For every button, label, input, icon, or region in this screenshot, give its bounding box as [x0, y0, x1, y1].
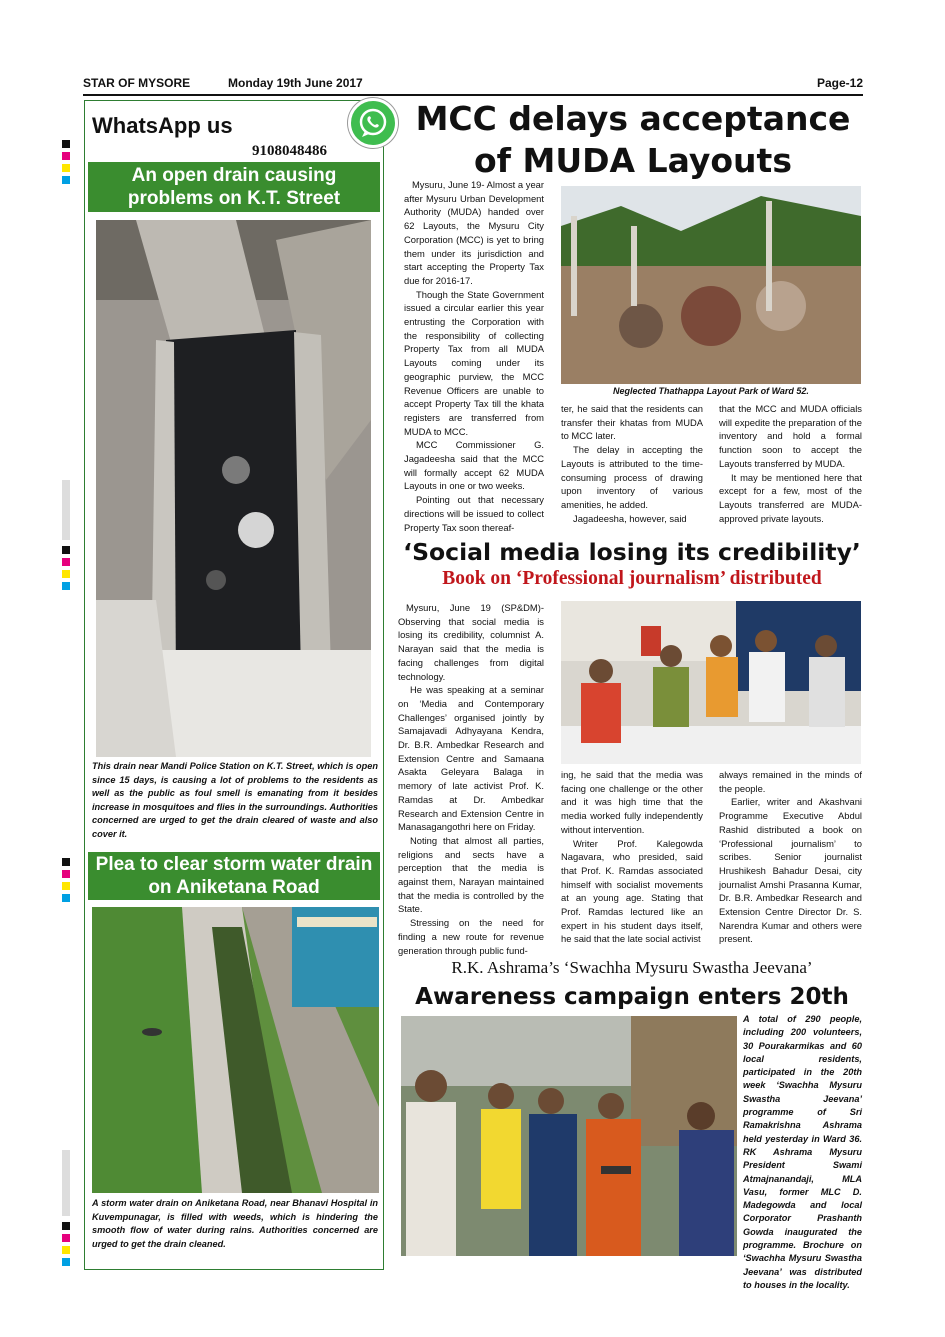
- drain-caption: This drain near Mandi Police Station on K.T. Street, which is open since 15 days, is causing a lot of problems to the residents as well as the public as foul smell is emanating from it besides increase in mosquitoes and flies in the surroundings. Authorities concerned are urged to get the drain cleared of waste and also cover it.: [92, 761, 378, 839]
- social-col1-para: He was speaking at a seminar on ‘Media and Contemporary Challenges’ organised jointly by Samajavadi Adhyayana Kendra, Dr. B.R. Ambedkar Research and Extension Centre and Samaana Asakta Geleyara Balaga in memory of late activist Prof. K. Ramdas at Dr. Ambedkar Research and Extension Centre in Manasagangothri here on Friday.: [398, 684, 544, 833]
- header-rule: [83, 94, 863, 96]
- social-col1-para: Noting that almost all parties, religions and sects have a perception that the media is against them, Narayan maintained that the media is controlled by the State.: [398, 834, 544, 915]
- drain-photo: [96, 220, 371, 757]
- seminar-photo: [561, 601, 861, 764]
- mcc-col2-para: The delay in accepting the Layouts is attributed to the time-consuming process of drawing upon inventory of various amenities, he added.: [561, 444, 703, 510]
- campaign-photo: [401, 1016, 737, 1256]
- social-subhead: Book on ‘Professional journalism’ distributed: [442, 568, 822, 589]
- registration-marks-lower: [62, 858, 70, 906]
- mcc-col1-para: Pointing out that necessary directions will be issued to collect Property Tax soon thereaf-: [404, 494, 544, 533]
- gray-strip: [62, 480, 70, 540]
- social-col3-para: Earlier, writer and Akashvani Programme Executive Abdul Rashid distributed a book on ‘Professional journalism’ to scribes. Senior journalist Hrushikesh Bahadur Desai, city journalist Amshi Prasanna Kumar, Dr. B.R. Ambedkar Research and Extension Centre Director Dr. S. Narendra Kumar and others were present.: [719, 796, 862, 945]
- mcc-col1-para: Though the State Government issued a circular earlier this year entrusting the Corporation with the responsibility of collecting Property Tax from all MUDA Layouts coming under its geographic purview, the MCC Revenue Officers are unable to accept Property Tax till the khata registers are transferred from MUDA to MCC.: [404, 288, 544, 437]
- mcc-col1-para: MCC Commissioner G. Jagadeesha said that the MCC will formally accept 62 MUDA Layouts in one or two weeks.: [404, 439, 544, 492]
- drain-story-title: An open drain causing problems on K.T. Street: [88, 162, 380, 212]
- social-column-1: [398, 601, 544, 957]
- mcc-column-2: [561, 402, 703, 525]
- page-header: [83, 76, 863, 94]
- whatsapp-label: WhatsApp us: [92, 113, 233, 138]
- issue-date: Monday 19th June 2017: [228, 76, 363, 90]
- whatsapp-number: 9108048486: [252, 143, 327, 159]
- social-col1-para: Mysuru, June 19 (SP&DM)- Observing that social media is losing its credibility, columnist A. Narayan said that the media is facing challenges from digital technology.: [398, 602, 544, 682]
- social-col3-para: always remained in the minds of the people.: [719, 769, 862, 794]
- layout-park-photo: [561, 186, 861, 384]
- mcc-col1-para: Mysuru, June 19- Almost a year after Mysuru Urban Development Authority (MUDA) handed over 62 Layouts, the Mysuru City Corporation (MCC) is yet to bring them under its jurisdiction and start accepting the Property Tax due for 2016-17.: [404, 179, 544, 286]
- mcc-column-1: [404, 178, 544, 534]
- campaign-headline: Awareness campaign enters 20th: [415, 984, 849, 1010]
- page-number: Page-12: [816, 76, 863, 90]
- mcc-col3-para: It may be mentioned here that except for a few, most of the Layouts transferred are MUDA-approved private layouts.: [719, 471, 862, 524]
- social-column-3: [719, 768, 862, 946]
- paper-name: STAR OF MYSORE: [83, 76, 191, 90]
- mcc-headline: MCC delays acceptance of MUDA Layouts: [415, 99, 851, 180]
- social-column-2: [561, 768, 703, 946]
- gray-strip: [62, 1150, 70, 1216]
- registration-marks-middle: [62, 546, 70, 594]
- mcc-col2-para: ter, he said that the residents can transfer their khatas from MUDA to MCC later.: [561, 403, 703, 442]
- campaign-caption: A total of 290 people, including 200 volunteers, 30 Pourakarmikas and 60 local residents, participated in the 20th week ‘Swachha Mysuru Swastha Jeevana’ programme of Sri Ramakrishna Ashrama held yesterday in Ward 36. RK Ashrama Mysuru President Swami Atmajnanandaji, MLA Vasu, former MLC D. Madegowda and local Corporator Prashanth Gowda inaugurated the programme. Brochure on ‘Swachha Mysuru Swastha Jeevana’ was distributed to houses in the locality.: [743, 1014, 862, 1290]
- social-col2-para: ing, he said that the media was facing one challenge or the other and it was high time that the media worked fully independently without intervention.: [561, 769, 703, 835]
- storm-story-title: Plea to clear storm water drain on Aniketana Road: [88, 852, 380, 900]
- social-col1-para: Stressing on the need for finding a new route for revenue generation through public fund-: [398, 917, 544, 956]
- registration-marks-top: [62, 140, 70, 188]
- social-headline: ‘Social media losing its credibility’: [403, 538, 861, 566]
- registration-marks-bottom: [62, 1222, 70, 1270]
- layout-photo-caption: Neglected Thathappa Layout Park of Ward 52.: [613, 386, 809, 396]
- social-col2-para: Writer Prof. Kalegowda Nagavara, who presided, said that Prof. K. Ramdas associated himself with socialist movements at an young age. Stating that Prof. Ramdas lectured like an expert in his student days itself, he said that the late social activist: [561, 837, 703, 945]
- mcc-col2-para: Jagadeesha, however, said: [573, 512, 687, 524]
- campaign-kicker: R.K. Ashrama’s ‘Swachha Mysuru Swastha Jeevana’: [451, 958, 813, 977]
- mcc-col3-para: that the MCC and MUDA officials will expedite the preparation of the inventory and hold a formal function soon to accept the Layouts transferred by MUDA.: [719, 403, 862, 469]
- storm-drain-photo: [92, 907, 379, 1193]
- storm-caption: A storm water drain on Aniketana Road, near Bhanavi Hospital in Kuvempunagar, is filled with weeds, which is hindering the smooth flow of water during rains. Authorities concerned are urged to get the drain cleaned.: [92, 1198, 378, 1249]
- whatsapp-icon: [348, 98, 398, 148]
- mcc-column-3: [719, 402, 862, 525]
